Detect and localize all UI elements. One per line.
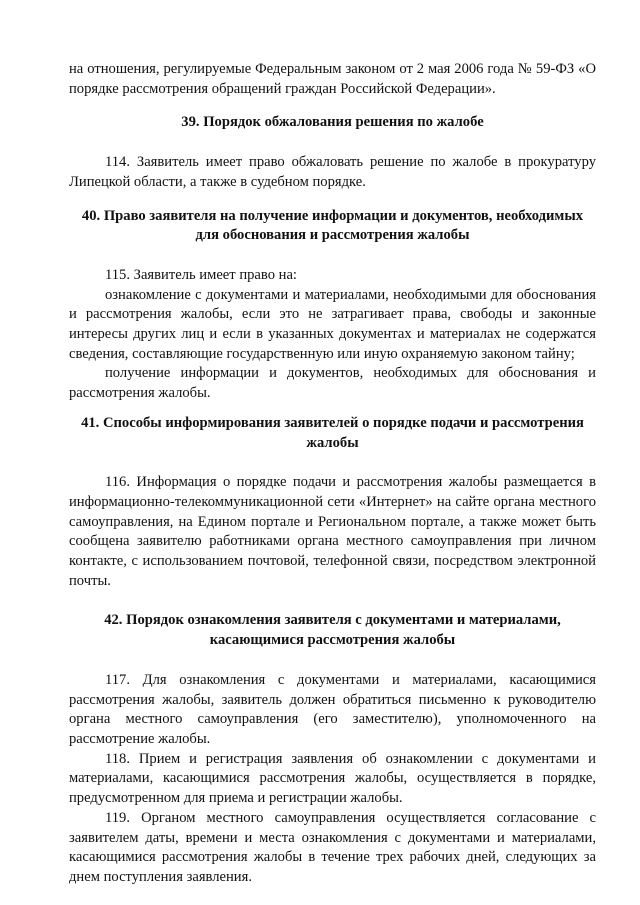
document-body	[69, 60, 596, 888]
section-title: Право заявителя на получение информации и документов, необходимых для обоснования и рассмотрения жалобы	[103, 207, 584, 244]
section-number: 40.	[81, 207, 101, 224]
intro-paragraph: на отношения, регулируемые Федеральным законом от 2 мая 2006 года № 59-ФЗ «О порядке рассмотрения обращений граждан Российской Федерации».	[69, 61, 596, 97]
paragraph-117: 117. Для ознакомления с документами и материалами, касающимися рассмотрения жалобы, заявитель должен обратиться письменно к руководителю органа местного самоуправления (его заместителю), уполномоченного на рассмотрение жалобы.	[69, 671, 596, 747]
paragraph-115-item-2: получение информации и документов, необходимых для обоснования и рассмотрения жалобы.	[69, 365, 596, 402]
section-number: 41.	[81, 414, 100, 431]
section-number: 42.	[104, 612, 123, 629]
section-title: Порядок ознакомления заявителя с документами и материалами, касающимися рассмотрения жалобы	[126, 612, 561, 649]
section-40-heading	[69, 207, 596, 246]
paragraph-119: 119. Органом местного самоуправления осуществляется согласование с заявителем даты, времени и места ознакомления с документами и материалами, касающимися рассмотрения жалобы в течение трех рабочих дней, следующих за днем поступления заявления.	[69, 809, 596, 885]
paragraph-114: 114. Заявитель имеет право обжаловать решение по жалобе в прокуратуру Липецкой области, а также в судебном порядке.	[69, 154, 596, 190]
paragraph-115: 115. Заявитель имеет право на:	[105, 266, 297, 283]
paragraph-118: 118. Прием и регистрация заявления об ознакомлении с документами и материалами, касающимися рассмотрения жалобы, осуществляется в порядке, предусмотренном для приема и регистрации жалобы.	[69, 750, 596, 807]
section-title: Порядок обжалования решения по жалобе	[203, 114, 484, 131]
section-39-heading	[69, 113, 596, 133]
section-title: Способы информирования заявителей о порядке подачи и рассмотрения жалобы	[102, 414, 584, 451]
paragraph-115-item-1: ознакомление с документами и материалами, необходимыми для обоснования и рассмотрения жалобы, если это не затрагивает права, свободы и законные интересы других лиц и если в указанных документах и материалах не содержатся сведения, составляющие государственную или иную охраняемую законом тайну;	[69, 286, 596, 362]
section-42-heading	[69, 611, 596, 650]
section-number: 39.	[181, 114, 200, 131]
section-41-heading	[69, 414, 596, 453]
paragraph-116: 116. Информация о порядке подачи и рассмотрения жалобы размещается в информационно-телекоммуникационной сети «Интернет» на сайте органа местного самоуправления, на Едином портале и Региональном портале, а также может быть сообщена заявителю работниками органа местного самоуправления при личном контакте, с использованием почтовой, телефонной связи, посредством электронной почты.	[69, 474, 596, 589]
